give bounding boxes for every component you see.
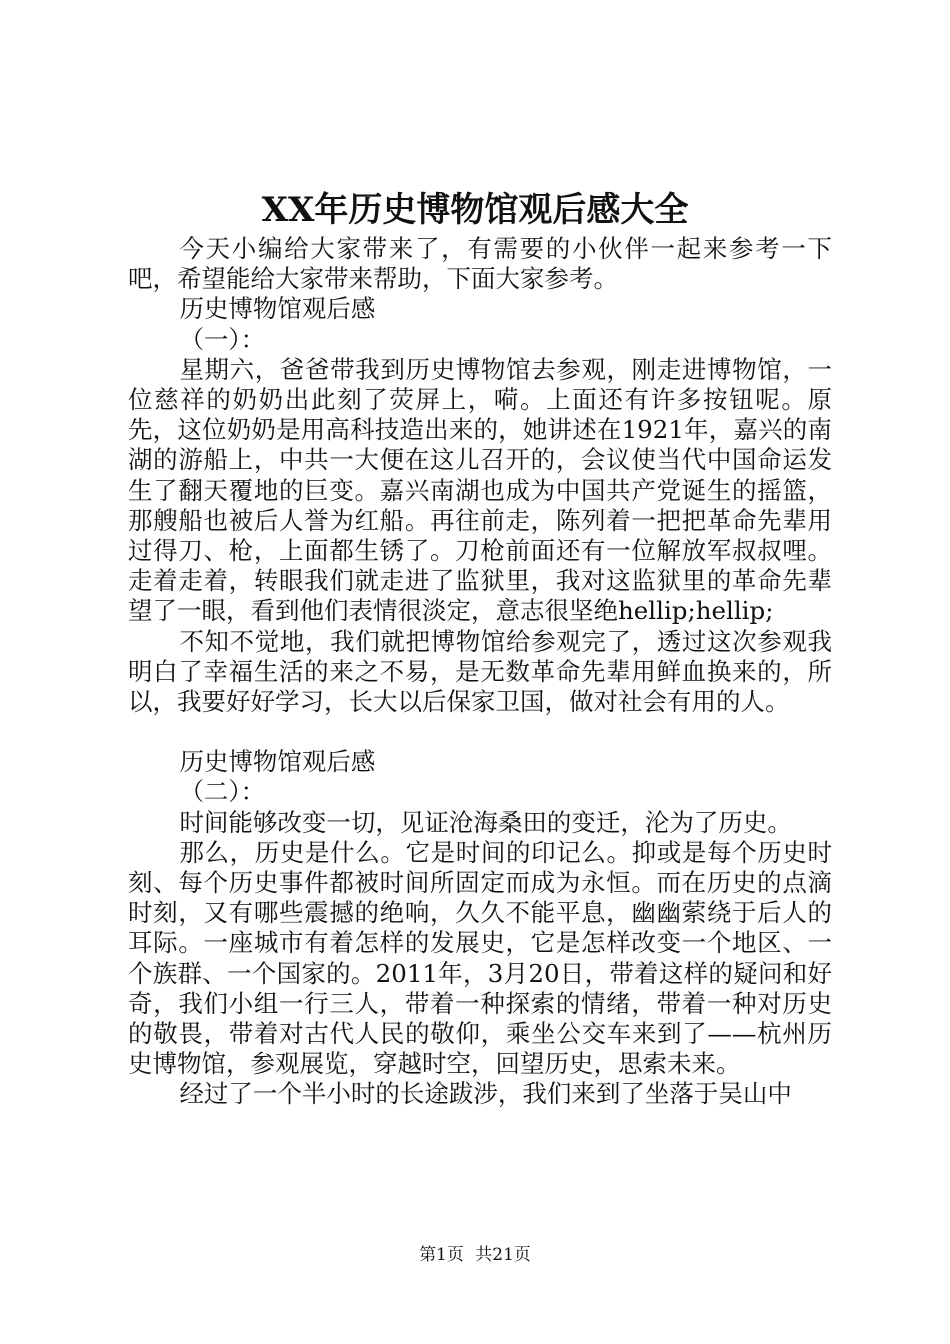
section-number-2: （二）： [179, 777, 266, 807]
body-paragraph: 不知不觉地，我们就把博物馆给参观完了，透过这次参观我明白了幸福生活的来之不易，是无数革命先辈用鲜血换来的，所以，我要好好学习，长大以后保家卫国，做对社会有用的人。 [128, 626, 832, 717]
body-paragraph: 那么，历史是什么。它是时间的印记么。抑或是每个历史时刻、每个历史事件都被时间所固定而成为永恒。而在历史的点滴时刻，又有哪些震撼的绝响，久久不能平息，幽幽萦绕于后人的耳际。一座城市有着怎样的发展史，它是怎样改变一个地区、一个族群、一个国家的。2011年，3月20日，带着这样的疑问和好奇，我们小组一行三人，带着一种探索的情绪，带着一种对历史的敬畏，带着对古代人民的敬仰，乘坐公交车来到了——杭州历史博物馆，参观展览，穿越时空，回望历史，思索未来。 [128, 837, 832, 1079]
page-number: 第1页 [419, 1245, 464, 1265]
document-body [128, 234, 832, 1110]
section-number-1: （一）： [179, 324, 266, 354]
section-heading-1: 历史博物馆观后感 [179, 294, 376, 324]
body-paragraph: 经过了一个半小时的长途跋涉，我们来到了坐落于吴山中 [179, 1079, 792, 1109]
document-title: XX年历史博物馆观后感大全 [261, 190, 689, 230]
page-footer [0, 1244, 950, 1266]
section-heading-2: 历史博物馆观后感 [179, 747, 376, 777]
page-total: 共21页 [475, 1245, 531, 1265]
body-paragraph: 星期六，爸爸带我到历史博物馆去参观，刚走进博物馆，一位慈祥的奶奶出此刻了荧屏上，嗬。上面还有许多按钮呢。原先，这位奶奶是用高科技造出来的，她讲述在1921年，嘉兴的南湖的游船上，中共一大便在这儿召开的，会议使当代中国命运发生了翻天覆地的巨变。嘉兴南湖也成为中国共产党诞生的摇篮，那艘船也被后人誉为红船。再往前走，陈列着一把把革命先辈用过得刀、枪，上面都生锈了。刀枪前面还有一位解放军叔叔哩。走着走着，转眼我们就走进了监狱里，我对这监狱里的革命先辈望了一眼，看到他们表情很淡定，意志很坚绝hellip;hellip; [128, 354, 832, 626]
intro-paragraph: 今天小编给大家带来了，有需要的小伙伴一起来参考一下吧，希望能给大家带来帮助，下面大家参考。 [128, 234, 832, 294]
paragraph-gap [128, 717, 832, 747]
body-paragraph: 时间能够改变一切，见证沧海桑田的变迁，沦为了历史。 [179, 807, 792, 837]
